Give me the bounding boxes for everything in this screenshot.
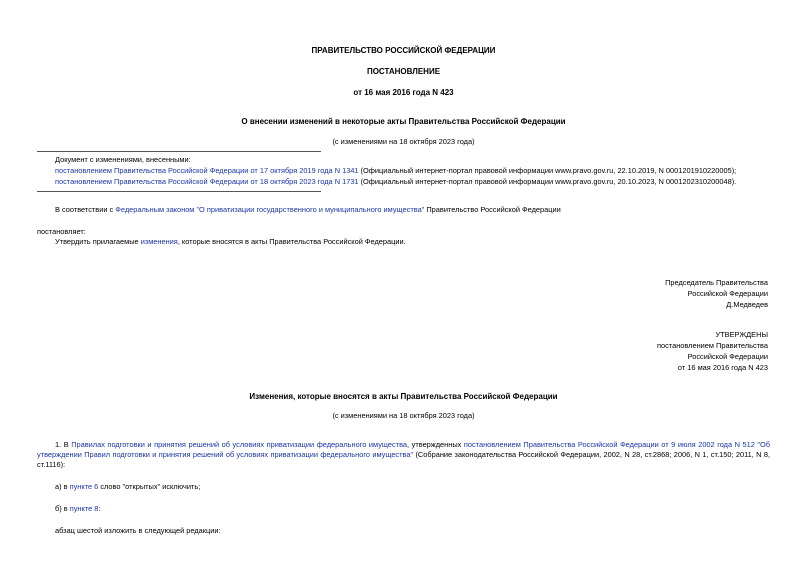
- approval-label: УТВЕРЖДЕНЫ: [715, 330, 768, 339]
- amendment-link-2023[interactable]: постановлением Правительства Российской Федерации от 18 октября 2023 года N 1731: [55, 177, 359, 186]
- divider-bottom: [37, 191, 321, 192]
- decree-prefix: Утвердить прилагаемые: [55, 237, 141, 246]
- subparagraph-b: [55, 504, 100, 514]
- decree-suffix: , которые вносятся в акты Правительства Российской Федерации.: [177, 237, 406, 246]
- decree-word: постановляет:: [37, 227, 86, 236]
- amendment-source-2019: (Официальный интернет-портал правовой информации www.pravo.gov.ru, 22.10.2019, N 0001201910220005);: [358, 166, 737, 175]
- revision-note: (с изменениями на 18 октября 2023 года): [332, 137, 475, 146]
- changes-link[interactable]: изменения: [140, 237, 178, 246]
- paragraph-1: [37, 440, 770, 470]
- subparagraph-a: [55, 482, 200, 492]
- org-heading: ПРАВИТЕЛЬСТВО РОССИЙСКОЙ ФЕДЕРАЦИИ: [311, 46, 496, 55]
- paragraph-1-source: (Собрание законодательства Российской Федерации, 2002, N 28, ст.2868; 2006, N 1, ст.150; 2011, N 8, ст.1116):: [37, 450, 770, 469]
- paragraph-1-mid: , утвержденных: [407, 440, 464, 449]
- preamble-paragraph: [55, 205, 561, 215]
- approval-line-2: постановлением Правительства: [657, 341, 768, 350]
- approval-line-3: Российской Федерации: [687, 352, 768, 361]
- preamble-prefix: В соответствии с: [55, 205, 116, 214]
- decree-paragraph: [55, 237, 406, 247]
- federal-law-link[interactable]: Федеральным законом "О приватизации государственного и муниципального имущества": [115, 205, 425, 214]
- document-title: О внесении изменений в некоторые акты Правительства Российской Федерации: [241, 117, 566, 126]
- paragraph-1-number: 1. В: [55, 440, 72, 449]
- point-8-link[interactable]: пункте 8: [69, 504, 99, 513]
- signature-country: Российской Федерации: [687, 289, 768, 298]
- point-6-link[interactable]: пункте 6: [69, 482, 99, 491]
- paragraph-6-instruction: абзац шестой изложить в следующей редакции:: [55, 526, 221, 535]
- subparagraph-b-prefix: б) в: [55, 504, 70, 513]
- doc-type-heading: ПОСТАНОВЛЕНИЕ: [366, 67, 441, 76]
- resolution-512-link[interactable]: постановлением Правительства Российской Федерации от 9 июля 2002 года N 512 "Об утверждении Правил подготовки и принятия решений об условиях приватизации федерального имущества": [37, 440, 771, 459]
- approval-date: от 16 мая 2016 года N 423: [677, 363, 768, 372]
- changes-item: [55, 166, 736, 176]
- appendix-revision: (с изменениями на 18 октября 2023 года): [332, 411, 475, 420]
- subparagraph-b-suffix: :: [98, 504, 101, 513]
- preamble-suffix: Правительство Российской Федерации: [424, 205, 561, 214]
- appendix-title: Изменения, которые вносятся в акты Правительства Российской Федерации: [249, 392, 558, 401]
- changes-item: [55, 177, 736, 187]
- signature-name: Д.Медведев: [726, 300, 768, 309]
- privatization-rules-link[interactable]: Правилах подготовки и принятия решений об условиях приватизации федерального имущества: [71, 440, 408, 449]
- signature-title: Председатель Правительства: [665, 278, 768, 287]
- divider-top: [37, 151, 321, 152]
- amendment-link-2019[interactable]: постановлением Правительства Российской Федерации от 17 октября 2019 года N 1341: [55, 166, 359, 175]
- date-number-heading: от 16 мая 2016 года N 423: [353, 88, 454, 97]
- amendment-source-2023: (Официальный интернет-портал правовой информации www.pravo.gov.ru, 20.10.2023, N 0001202310200048).: [358, 177, 737, 186]
- changes-intro: Документ с изменениями, внесенными:: [55, 155, 191, 164]
- subparagraph-a-suffix: слово "открытых" исключить;: [98, 482, 201, 491]
- subparagraph-a-prefix: а) в: [55, 482, 70, 491]
